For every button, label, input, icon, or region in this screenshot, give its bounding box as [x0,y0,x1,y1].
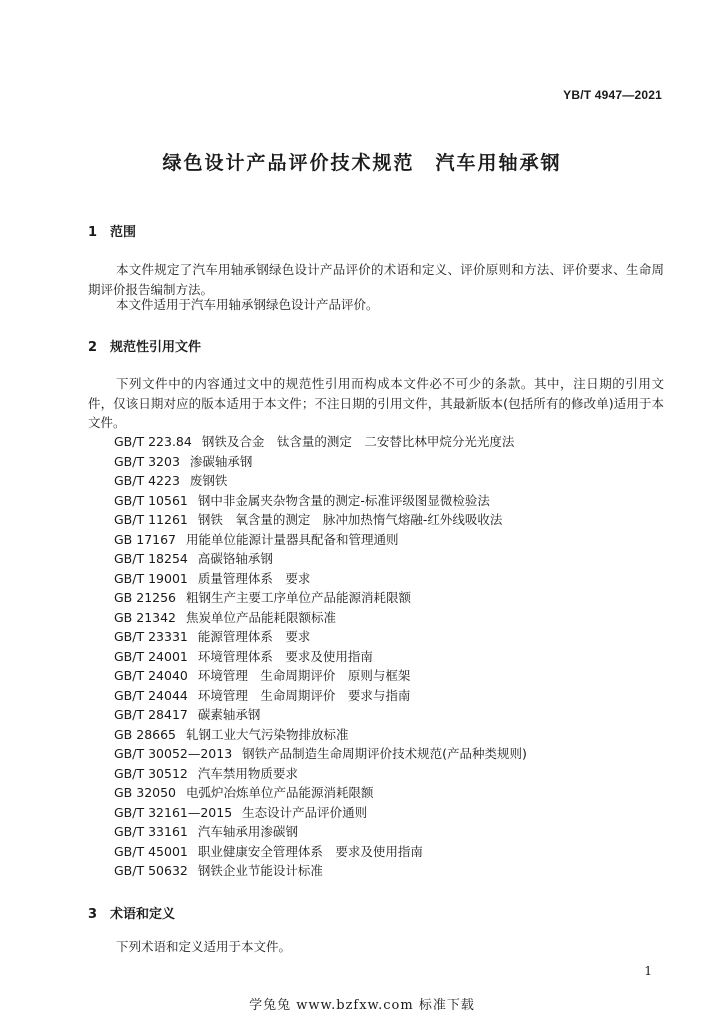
reference-item [114,686,674,706]
terms-intro-paragraph: 下列术语和定义适用于本文件。 [116,939,292,954]
reference-item [114,452,674,472]
reference-item [114,627,674,647]
reference-item [114,764,674,784]
reference-code: GB 17167 [114,531,176,547]
reference-list [114,432,674,881]
reference-code: GB/T 28417 [114,707,188,722]
reference-item [114,432,674,452]
scope-paragraph-2: 本文件适用于汽车用轴承钢绿色设计产品评价。 [116,297,379,312]
section-2-heading [88,336,201,355]
reference-code: GB/T 50632 [114,863,188,878]
normative-refs-intro: 下列文件中的内容通过文中的规范性引用而构成本文件必不可少的条款。其中，注日期的引用文件，仅该日期对应的版本适用于本文件；不注日期的引用文件，其最新版本(包括所有的修改单)适用于本文件。 [88,376,664,430]
section-number: 1 [88,225,98,240]
reference-title: 汽车轴承用渗碳钢 [197,824,298,839]
reference-title: 钢铁 氧含量的测定 脉冲加热惰气熔融-红外线吸收法 [197,512,503,527]
reference-title: 钢铁企业节能设计标准 [197,863,323,878]
reference-code: GB/T 223.84 [114,434,192,449]
reference-title: 钢铁及合金 钛含量的测定 二安替比林甲烷分光光度法 [201,434,515,449]
reference-item [114,822,674,842]
reference-item [114,588,674,608]
reference-title: 用能单位能源计量器具配备和管理通则 [186,531,399,547]
reference-title: 高碳铬轴承钢 [197,551,273,566]
reference-title: 轧钢工业大气污染物排放标准 [186,726,349,742]
section-3-heading [88,903,175,922]
reference-title: 职业健康安全管理体系 要求及使用指南 [197,843,423,859]
reference-title: 废钢铁 [189,473,228,488]
reference-code: GB/T 33161 [114,824,188,839]
section-number: 3 [88,907,98,922]
reference-code: GB/T 11261 [114,512,188,527]
reference-title: 能源管理体系 要求 [197,629,311,644]
reference-title: 汽车禁用物质要求 [197,765,298,781]
reference-title: 环境管理 生命周期评价 要求与指南 [197,687,411,703]
reference-title: 生态设计产品评价通则 [242,804,368,820]
section-title: 术语和定义 [110,907,176,922]
reference-code: GB/T 3203 [114,453,180,469]
reference-title: 环境管理体系 要求及使用指南 [197,648,373,664]
reference-code: GB/T 4223 [114,473,180,488]
reference-item [114,705,674,725]
reference-item [114,803,674,823]
reference-item [114,549,674,569]
reference-title: 环境管理 生命周期评价 原则与框架 [197,668,411,683]
reference-item [114,647,674,667]
reference-item [114,530,674,550]
reference-code: GB/T 30052—2013 [114,746,233,761]
section-title: 范围 [110,225,137,240]
reference-item [114,608,674,628]
reference-code: GB/T 24040 [114,668,188,683]
reference-title: 焦炭单位产品能耗限额标准 [186,609,337,625]
section-1-heading [88,221,136,240]
reference-code: GB 32050 [114,785,176,800]
reference-item [114,491,674,511]
section-number: 2 [88,340,98,355]
section-title: 规范性引用文件 [110,340,202,355]
standard-code: YB/T 4947—2021 [563,88,662,102]
reference-code: GB 21256 [114,590,176,605]
reference-code: GB/T 10561 [114,492,188,508]
reference-item [114,725,674,745]
reference-item [114,842,674,862]
reference-title: 钢铁产品制造生命周期评价技术规范(产品种类规则) [242,746,527,761]
reference-code: GB/T 24044 [114,687,188,703]
reference-item [114,510,674,530]
reference-code: GB/T 23331 [114,629,188,644]
reference-item [114,783,674,803]
page-number: 1 [644,964,652,978]
scope-paragraph-1: 本文件规定了汽车用轴承钢绿色设计产品评价的术语和定义、评价原则和方法、评价要求、生命周期评价报告编制方法。 [88,262,664,297]
reference-item [114,861,674,881]
reference-title: 电弧炉冶炼单位产品能源消耗限额 [186,785,374,800]
reference-title: 粗钢生产主要工序单位产品能源消耗限额 [186,590,412,605]
reference-title: 渗碳轴承钢 [189,453,253,469]
reference-item [114,569,674,589]
reference-code: GB/T 24001 [114,648,188,664]
reference-code: GB/T 45001 [114,843,188,859]
reference-code: GB 21342 [114,609,176,625]
reference-title: 质量管理体系 要求 [197,570,311,586]
reference-code: GB/T 18254 [114,551,188,566]
reference-code: GB 28665 [114,726,176,742]
reference-code: GB/T 19001 [114,570,188,586]
document-title: 绿色设计产品评价技术规范 汽车用轴承钢 [162,152,562,174]
reference-title: 钢中非金属夹杂物含量的测定-标准评级图显微检验法 [197,492,490,508]
reference-item [114,471,674,491]
footer-watermark: 学兔兔 www.bzfxw.com 标准下载 [249,998,475,1013]
reference-item [114,744,674,764]
reference-title: 碳素轴承钢 [197,707,261,722]
reference-code: GB/T 30512 [114,765,188,781]
reference-code: GB/T 32161—2015 [114,804,233,820]
reference-item [114,666,674,686]
